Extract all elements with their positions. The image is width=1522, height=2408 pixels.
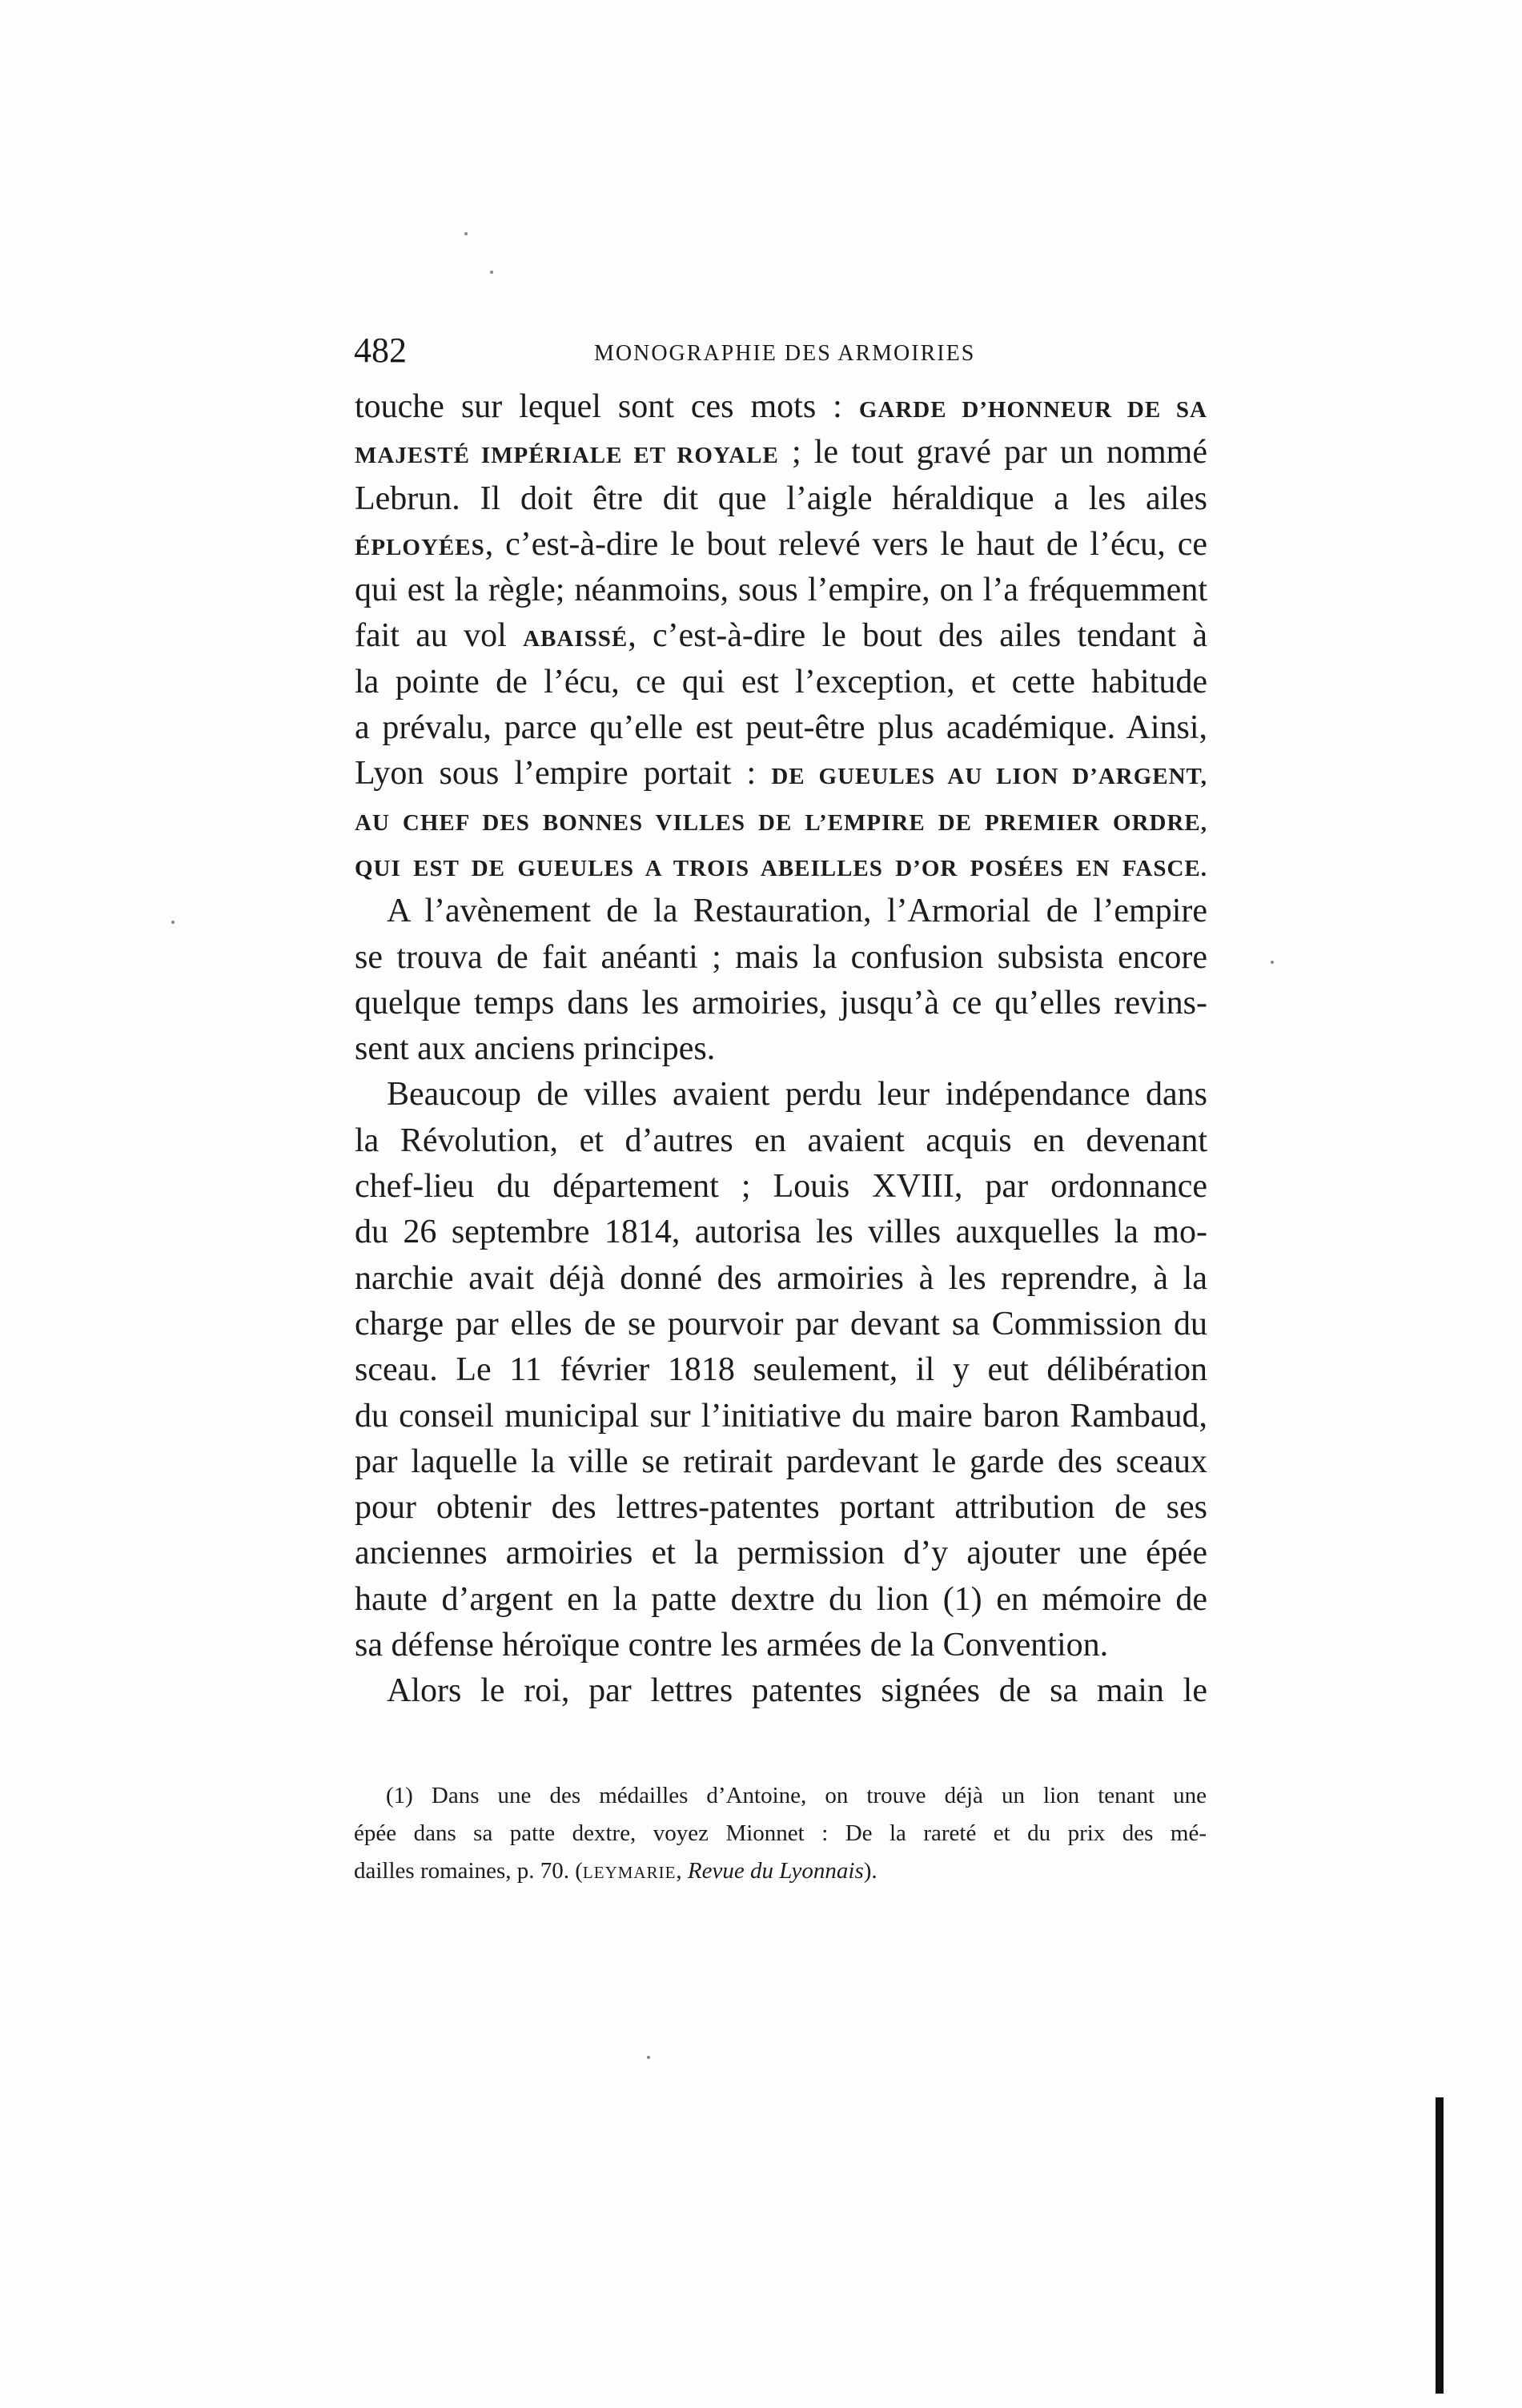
scan-speck xyxy=(464,232,468,235)
text-line: AU CHEF DES BONNES VILLES DE L’EMPIRE DE PREMIER ORDRE, xyxy=(355,809,1207,836)
text-line: charge par elles de se pourvoir par devant sa Commission du xyxy=(355,1305,1207,1342)
text-line: ÉPLOYÉES, c’est-à-dire le bout relevé vers le haut de l’écu, ce xyxy=(355,525,1207,563)
text-line: anciennes armoiries et la permission d’y ajouter une épée xyxy=(355,1535,1207,1572)
scan-speck xyxy=(647,2056,650,2059)
body-text xyxy=(355,384,1207,1715)
footnote xyxy=(354,1777,1207,1892)
footnote-line: épée dans sa patte dextre, voyez Mionnet : De la rareté et du prix des mé- xyxy=(354,1820,1207,1846)
text-line: touche sur lequel sont ces mots : GARDE D’HONNEUR DE SA xyxy=(355,388,1207,425)
text-line: du 26 septembre 1814, autorisa les villes auxquelles la mo- xyxy=(355,1214,1207,1251)
text-line: sent aux anciens principes. xyxy=(355,1030,716,1068)
text-line: la pointe de l’écu, ce qui est l’exception, et cette habitude xyxy=(355,663,1207,700)
text-line: Alors le roi, par lettres patentes signées de sa main le xyxy=(387,1672,1207,1710)
footnote-line: (1) Dans une des médailles d’Antoine, on trouve déjà un lion tenant une xyxy=(386,1783,1207,1808)
text-line: narchie avait déjà donné des armoiries à les reprendre, à la xyxy=(355,1259,1207,1297)
page-number: 482 xyxy=(354,331,407,370)
scan-speck xyxy=(490,271,493,274)
text-line: A l’avènement de la Restauration, l’Armorial de l’empire xyxy=(387,893,1207,930)
text-line: a prévalu, parce qu’elle est peut-être plus académique. Ainsi, xyxy=(355,709,1207,747)
text-line: haute d’argent en la patte dextre du lion (1) en mémoire de xyxy=(355,1580,1207,1618)
text-line: sa défense héroïque contre les armées de la Convention. xyxy=(355,1627,1109,1664)
text-line: QUI EST DE GUEULES A TROIS ABEILLES D’OR POSÉES EN FASCE. xyxy=(355,855,1207,881)
text-line: Beaucoup de villes avaient perdu leur indépendance dans xyxy=(387,1076,1207,1114)
scan-speck xyxy=(171,921,175,924)
page-header xyxy=(354,330,1259,378)
text-line: du conseil municipal sur l’initiative du maire baron Rambaud, xyxy=(355,1397,1207,1435)
text-line: Lyon sous l’empire portait : DE GUEULES AU LION D’ARGENT, xyxy=(355,755,1208,793)
running-title: MONOGRAPHIE DES ARMOIRIES xyxy=(594,341,976,366)
text-line: fait au vol ABAISSÉ, c’est-à-dire le bout des ailes tendant à xyxy=(355,617,1207,655)
scan-edge-bar xyxy=(1436,2097,1444,2394)
text-line: la Révolution, et d’autres en avaient acquis en devenant xyxy=(355,1122,1207,1159)
text-line: se trouva de fait anéanti ; mais la confusion subsista encore xyxy=(355,938,1207,976)
footnote-line: dailles romaines, p. 70. (LEYMARIE, Revue du Lyonnais). xyxy=(354,1858,877,1884)
text-line: pour obtenir des lettres-patentes portant attribution de ses xyxy=(355,1489,1207,1527)
text-line: qui est la règle; néanmoins, sous l’empire, on l’a fréquemment xyxy=(355,572,1207,609)
text-line: sceau. Le 11 février 1818 seulement, il y eut délibération xyxy=(355,1351,1207,1389)
scan-speck xyxy=(1271,961,1274,964)
text-line: Lebrun. Il doit être dit que l’aigle héraldique a les ailes xyxy=(355,480,1207,517)
text-line: chef-lieu du département ; Louis XVIII, par ordonnance xyxy=(355,1168,1207,1206)
text-line: par laquelle la ville se retirait pardevant le garde des sceaux xyxy=(355,1443,1207,1480)
text-line: MAJESTÉ IMPÉRIALE ET ROYALE ; le tout gravé par un nommé xyxy=(355,434,1207,472)
text-line: quelque temps dans les armoiries, jusqu’à ce qu’elles revins- xyxy=(355,984,1207,1021)
